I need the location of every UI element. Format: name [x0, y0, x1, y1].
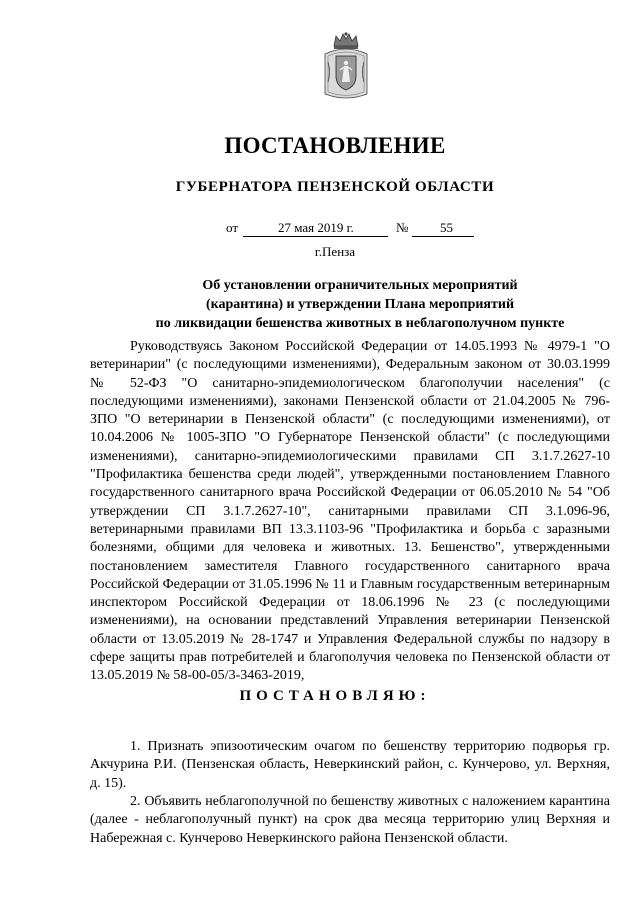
date-number-line: [0, 220, 640, 240]
date-underline: [243, 236, 388, 237]
decree-item-2: 2. Объявить неблагополучной по бешенству животных с наложением карантина (далее - неблагополучный пункт) на срок два месяца территорию улиц Верхняя и Набережная с. Кунчерово Неверкинского района Пензенской области.: [90, 794, 610, 846]
document-subtitle: ГУБЕРНАТОРА ПЕНЗЕНСКОЙ ОБЛАСТИ: [175, 179, 495, 195]
number-prefix: №: [396, 220, 409, 235]
heading-line-1: Об установлении ограничительных мероприятий: [202, 278, 518, 293]
decree-item-1: 1. Признать эпизоотическим очагом по бешенству территорию подворья гр. Акчурина Р.И. (Пензенская область, Неверкинский район, с. Кунчерово, ул. Верхняя, д. 15).: [90, 739, 610, 791]
document-heading: [100, 276, 620, 333]
date-prefix: от: [226, 220, 239, 235]
coat-of-arms-icon: [322, 32, 370, 102]
preamble-paragraph: Руководствуясь Законом Российской Федерации от 14.05.1993 № 4979-1 "О ветеринарии" (с последующими изменениями), Федеральным законом от 30.03.1999 № 52-ФЗ "О санитарно-эпидемиологическом благополучии населения" (с последующими изменениями), законами Пензенской области от 21.04.2005 № 796-ЗПО "О ветеринарии в Пензенской области" (с последующими изменениями), от 10.04.2006 № 1005-ЗПО "О Губернаторе Пензенской области" (с последующими изменениями), санитарно-эпидемиологическими правилами СП 3.1.7.2627-10 "Профилактика бешенства среди людей", утвержденными постановлением Главного государственного санитарного врача Российской Федерации от 06.05.2010 № 54 "Об утверждении СП 3.1.7.2627-10", санитарными правилами СП 3.1.096-96, ветеринарными правилами ВП 13.3.1103-96 "Профилактика и борьба с заразными болезнями, общими для человека и животных. 13. Бешенство", утвержденными постановлением заместителя Главного государственного санитарного врача Российской Федерации от 31.05.1996 № 11 и Главным государственным ветеринарным инспектором Российской Федерации от 18.06.1996 № 23 (с последующими изменениями), на основании представлений Управления ветеринарии Пензенской области от 13.05.2019 № 28-1747 и Управления Федеральной службы по надзору в сфере защиты прав потребителей и благополучия человека по Пензенской области от 13.05.2019 № 58-00-05/3-3463-2019,: [90, 339, 610, 684]
heading-line-2: (карантина) и утверждении Плана мероприятий: [205, 297, 515, 312]
number-value: 55: [440, 220, 453, 235]
city: г.Пенза: [314, 244, 356, 259]
decree-word: ПОСТАНОВЛЯЮ:: [239, 688, 431, 704]
document-title: ПОСТАНОВЛЕНИЕ: [224, 133, 446, 158]
date-value: 27 мая 2019 г.: [278, 220, 354, 235]
number-underline: [412, 236, 474, 237]
heading-line-3: по ликвидации бешенства животных в неблагополучном пункте: [155, 316, 565, 331]
